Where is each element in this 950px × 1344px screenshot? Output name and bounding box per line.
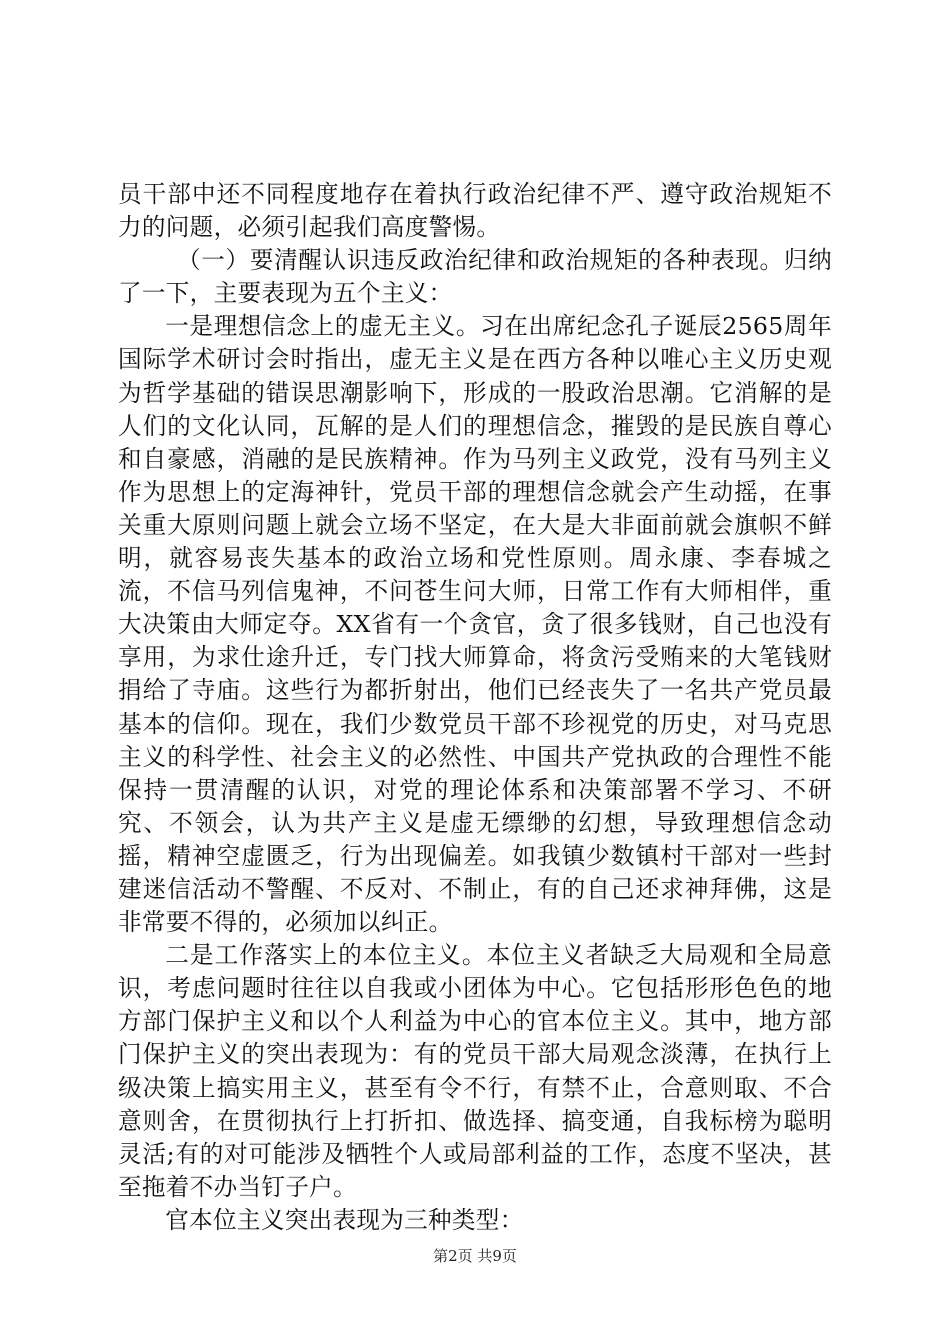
section-heading-1: （一）要清醒认识违反政治纪律和政治规矩的各种表现。归纳了一下，主要表现为五个主义： xyxy=(118,246,832,308)
paragraph-continuation: 员干部中还不同程度地存在着执行政治纪律不严、遵守政治规矩不力的问题，必须引起我们高度警惕。 xyxy=(118,180,832,242)
paragraph-departmentalism: 二是工作落实上的本位主义。本位主义者缺乏大局观和全局意识，考虑问题时往往以自我或小团体为中心。它包括形形色色的地方部门保护主义和以个人利益为中心的官本位主义。其中，地方部门保护主义的突出表现为：有的党员干部大局观念淡薄，在执行上级决策上搞实用主义，甚至有令不行，有禁不止，合意则取、不合意则舍，在贯彻执行上打折扣、做选择、搞变通，自我标榜为聪明灵活;有的对可能涉及牺牲个人或局部利益的工作，态度不坚决，甚至拖着不办当钉子户。 xyxy=(118,941,832,1201)
paragraph-nihilism: 一是理想信念上的虚无主义。习在出席纪念孔子诞辰2565周年国际学术研讨会时指出，虚无主义是在西方各种以唯心主义历史观为哲学基础的错误思潮影响下，形成的一股政治思潮。它消解的是人们的文化认同，瓦解的是人们的理想信念，摧毁的是民族自尊心和自豪感，消融的是民族精神。作为马列主义政党，没有马列主义作为思想上的定海神针，党员干部的理想信念就会产生动摇，在事关重大原则问题上就会立场不坚定，在大是大非面前就会旗帜不鲜明，就容易丧失基本的政治立场和党性原则。周永康、李春城之流，不信马列信鬼神，不问苍生问大师，日常工作有大师相伴，重大决策由大师定夺。XX省有一个贪官，贪了很多钱财，自己也没有享用，为求仕途升迁，专门找大师算命，将贪污受贿来的大笔钱财捐给了寺庙。这些行为都折射出，他们已经丧失了一名共产党员最基本的信仰。现在，我们少数党员干部不珍视党的历史，对马克思主义的科学性、社会主义的必然性、中国共产党执政的合理性不能保持一贯清醒的认识，对党的理论体系和决策部署不学习、不研究、不领会，认为共产主义是虚无缥缈的幻想，导致理想信念动摇，精神空虚匮乏，行为出现偏差。如我镇少数镇村干部对一些封建迷信活动不警醒、不反对、不制止，有的自己还求神拜佛，这是非常要不得的，必须加以纠正。 xyxy=(118,312,832,937)
document-body xyxy=(118,178,832,1237)
page-footer: 第2页 共9页 xyxy=(433,1247,517,1265)
paragraph-officialdom: 官本位主义突出表现为三种类型： xyxy=(165,1205,524,1234)
